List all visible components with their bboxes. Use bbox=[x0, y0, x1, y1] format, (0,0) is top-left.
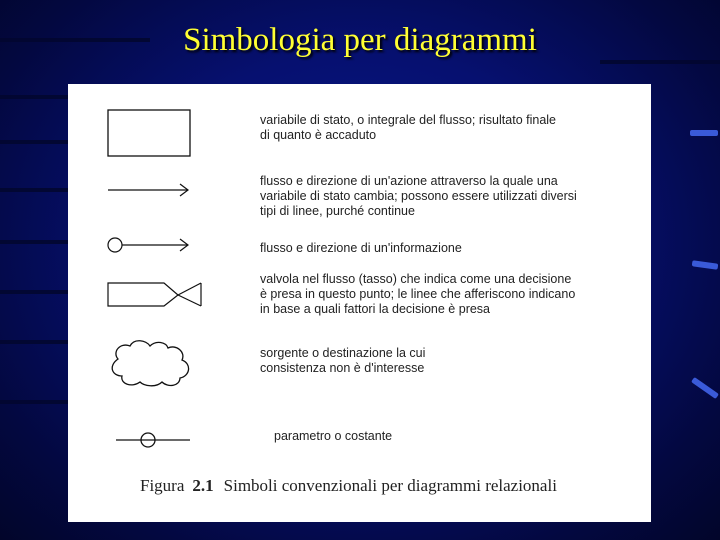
background-stripe bbox=[0, 95, 68, 99]
symbol-description: variabile di stato, o integrale del flusso; risultato finale di quanto è accaduto bbox=[260, 113, 556, 142]
caption-text: Simboli convenzionali per diagrammi relazionali bbox=[223, 476, 557, 495]
symbol-description: flusso e direzione di un'azione attraverso la quale una variabile di stato cambia; possono essere utilizzati diversi tipi di linee, purché continue bbox=[260, 174, 577, 218]
flow-arrow-icon bbox=[108, 184, 188, 196]
stock-rectangle-icon bbox=[108, 110, 190, 156]
accent-dash bbox=[692, 260, 719, 270]
figure-panel bbox=[68, 84, 651, 522]
symbol-description: flusso e direzione di un'informazione bbox=[260, 241, 462, 255]
valve-icon bbox=[108, 283, 201, 306]
caption-number: 2.1 bbox=[192, 476, 214, 495]
background-stripe bbox=[0, 240, 68, 244]
slide-title: Simbologia per diagrammi bbox=[183, 22, 537, 58]
background-stripe bbox=[0, 188, 68, 192]
symbol-description: parametro o costante bbox=[274, 429, 393, 443]
accent-dash bbox=[690, 130, 718, 136]
background-stripe bbox=[0, 140, 68, 144]
background-stripe bbox=[0, 400, 68, 404]
background-stripe bbox=[0, 340, 68, 344]
background-stripe bbox=[0, 290, 68, 294]
accent-dash bbox=[691, 377, 719, 399]
figure-caption bbox=[140, 476, 557, 496]
information-arrow-icon bbox=[108, 238, 188, 252]
parameter-icon bbox=[116, 433, 190, 447]
cloud-icon bbox=[112, 341, 188, 386]
background-stripe bbox=[600, 60, 720, 64]
symbol-description: sorgente o destinazione la cui consistenza non è d'interesse bbox=[260, 346, 426, 375]
caption-prefix: Figura bbox=[140, 476, 185, 495]
symbol-description: valvola nel flusso (tasso) che indica come una decisione è presa in questo punto; le linee che afferiscono indicano in base a quali fattori la decisione è presa bbox=[260, 272, 576, 316]
